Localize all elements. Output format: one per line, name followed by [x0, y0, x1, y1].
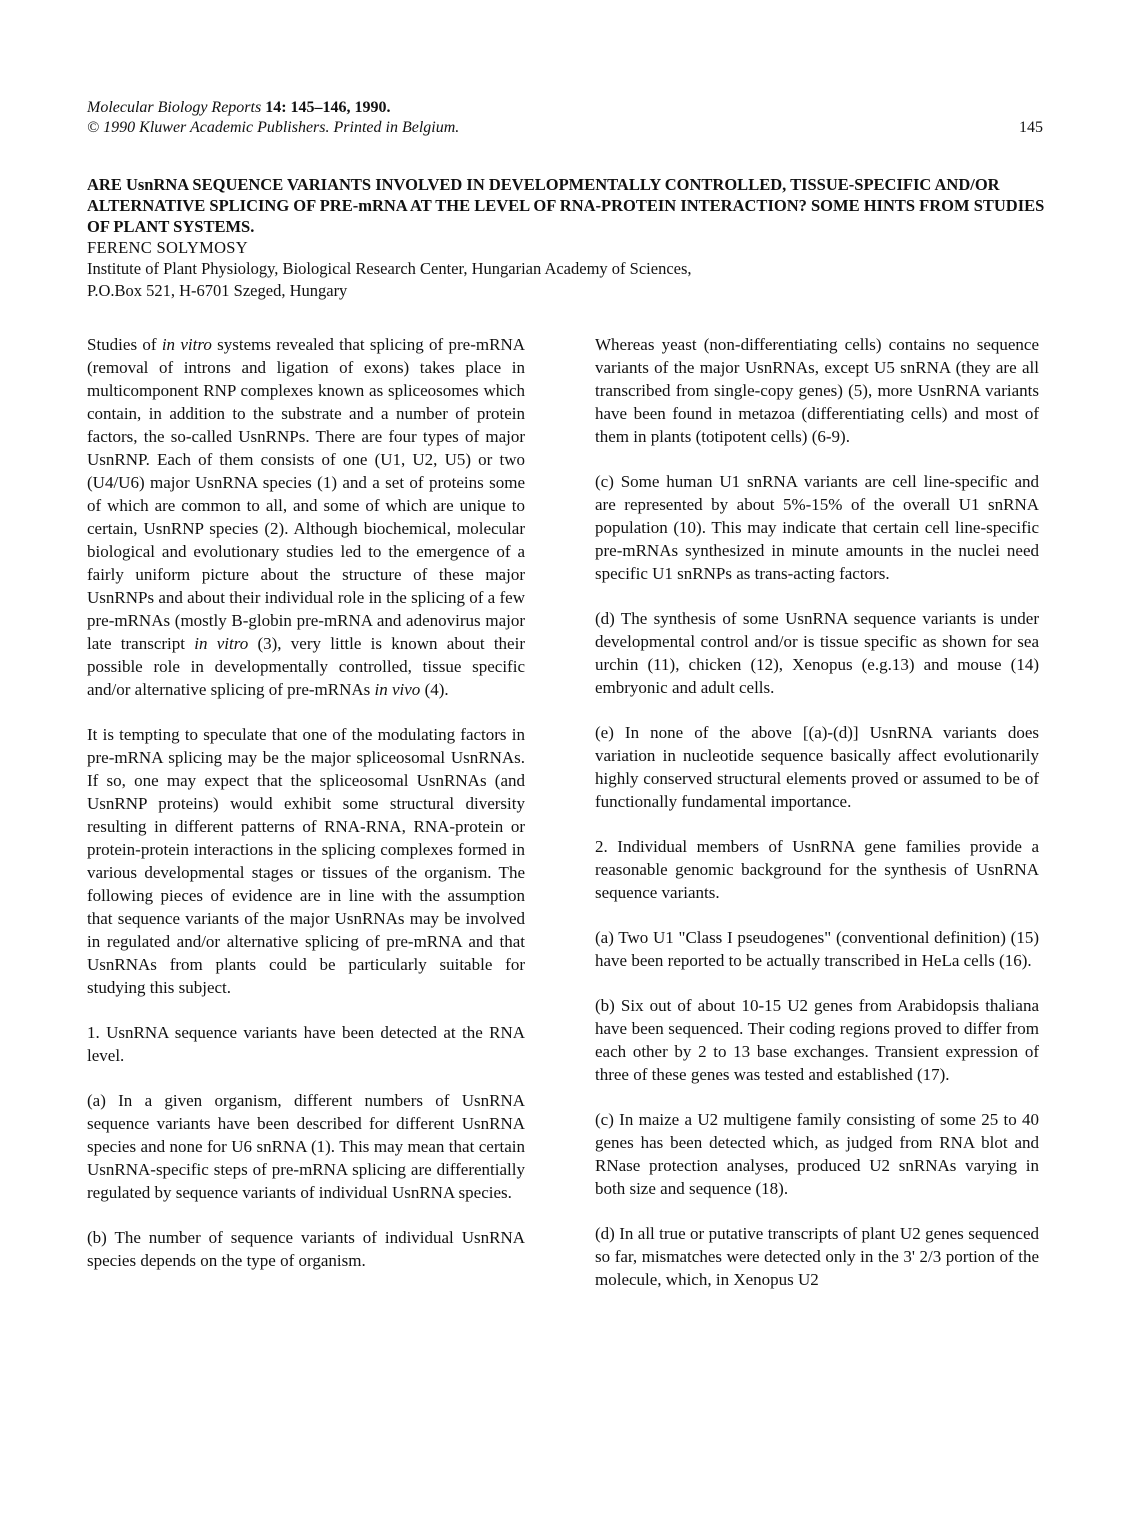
italic-run: in vitro: [194, 634, 249, 653]
journal-volume: 14: 145–146, 1990.: [261, 99, 391, 116]
paragraph-intro: [87, 333, 525, 701]
paragraph-point-2d: (d) In all true or putative transcripts of plant U2 genes sequenced so far, mismatches were detected only in the 3' 2/3 portion of the molecule, which, in Xenopus U2: [595, 1224, 1039, 1289]
affiliation-line-1: Institute of Plant Physiology, Biological Research Center, Hungarian Academy of Sciences,: [87, 259, 692, 278]
text-run: Studies of: [87, 335, 162, 354]
journal-citation: [87, 98, 1043, 118]
article-title: ARE UsnRNA SEQUENCE VARIANTS INVOLVED IN DEVELOPMENTALLY CONTROLLED, TISSUE-SPECIFIC AND/OR ALTERNATIVE SPLICING OF PRE-mRNA AT THE LEVEL OF RNA-PROTEIN INTERACTION? SOME HINTS FROM STUDIES OF PLANT SYSTEMS.: [87, 175, 1045, 236]
running-header: [87, 98, 1043, 138]
paragraph-speculation: It is tempting to speculate that one of the modulating factors in pre-mRNA splicing may be the major spliceosomal UsnRNAs. If so, one may expect that the spliceosomal UsnRNAs (and UsnRNP proteins) would exhibit some structural diversity resulting in different patterns of RNA-RNA, RNA-protein or protein-protein interactions in the splicing complexes formed in various developmental stages or tissues of the organism. The following pieces of evidence are in line with the assumption that sequence variants of the major UsnRNAs may be involved in regulated and/or alternative splicing of pre-mRNA and that UsnRNAs from plants could be particularly suitable for studying this subject.: [87, 725, 525, 997]
paragraph-point-1e: (e) In none of the above [(a)-(d)] UsnRNA variants does variation in nucleotide sequence basically affect evolutionarily highly conserved structural elements proved or assumed to be of functionally fundamental importance.: [595, 723, 1039, 811]
paragraph-point-1: 1. UsnRNA sequence variants have been detected at the RNA level.: [87, 1023, 525, 1065]
affiliation-line-2: P.O.Box 521, H-6701 Szeged, Hungary: [87, 281, 348, 300]
author-name: FERENC SOLYMOSY: [87, 238, 249, 257]
right-column: [595, 333, 1039, 1291]
paragraph-point-1b-cont: Whereas yeast (non-differentiating cells) contains no sequence variants of the major UsnRNAs, except U5 snRNA (they are all transcribed from single-copy genes) (5), more UsnRNA variants have been found in metazoa (differentiating cells) and most of them in plants (totipotent cells) (6-9).: [595, 335, 1039, 446]
title-block: [87, 174, 1057, 302]
paragraph-point-1c: (c) Some human U1 snRNA variants are cell line-specific and are represented by about 5%-15% of the overall U1 snRNA population (10). This may indicate that certain cell line-specific pre-mRNAs synthesized in minute amounts in the nuclei need specific U1 snRNPs as trans-acting factors.: [595, 472, 1039, 583]
paragraph-point-1d: (d) The synthesis of some UsnRNA sequence variants is under developmental control and/or is tissue specific as shown for sea urchin (11), chicken (12), Xenopus (e.g.13) and mouse (14) embryonic and adult cells.: [595, 609, 1039, 697]
paragraph-point-1a: (a) In a given organism, different numbers of UsnRNA sequence variants have been described for different UsnRNA species and none for U6 snRNA (1). This may mean that certain UsnRNA-specific steps of pre-mRNA splicing are differentially regulated by sequence variants of individual UsnRNA species.: [87, 1091, 525, 1202]
paragraph-point-1b: (b) The number of sequence variants of individual UsnRNA species depends on the type of organism.: [87, 1228, 525, 1270]
text-run: (4).: [420, 680, 449, 699]
journal-name: Molecular Biology Reports: [87, 99, 262, 116]
italic-run: in vitro: [161, 335, 212, 354]
paragraph-point-2: 2. Individual members of UsnRNA gene families provide a reasonable genomic background for the synthesis of UsnRNA sequence variants.: [595, 837, 1039, 902]
left-column: [87, 333, 525, 1272]
italic-run: in vivo: [374, 680, 421, 699]
paragraph-point-2c: (c) In maize a U2 multigene family consisting of some 25 to 40 genes has been detected which, as judged from RNA blot and RNase protection analyses, produced U2 snRNAs varying in both size and sequence (18).: [595, 1110, 1039, 1198]
copyright-line: © 1990 Kluwer Academic Publishers. Printed in Belgium.: [87, 119, 460, 136]
text-run: (3), very little is known about their possible role in developmentally controlled, tissue specific and/or alternative splicing of pre-mRNAs: [87, 634, 525, 699]
page-number: 145: [1019, 119, 1043, 136]
text-run: systems revealed that splicing of pre-mRNA (removal of introns and ligation of exons) takes place in multicomponent RNP complexes known as spliceosomes which contain, in addition to the substrate and a number of protein factors, the so-called UsnRNPs. There are four types of major UsnRNP. Each of them consists of one (U1, U2, U5) or two (U4/U6) major UsnRNA species (1) and a set of proteins some of which are common to all, and some of which are unique to certain, UsnRNP species (2). Although biochemical, molecular biological and evolutionary studies led to the emergence of a fairly uniform picture about the structure of these major UsnRNPs and about their individual role in the splicing of a few pre-mRNAs (mostly B-globin pre-mRNA and adenovirus major late transcript: [87, 335, 525, 653]
paragraph-point-2b: (b) Six out of about 10-15 U2 genes from Arabidopsis thaliana have been sequenced. Their coding regions proved to differ from each other by 2 to 13 base exchanges. Transient expression of three of these genes was tested and established (17).: [595, 996, 1039, 1084]
paragraph-point-2a: (a) Two U1 "Class I pseudogenes" (conventional definition) (15) have been reported to be actually transcribed in HeLa cells (16).: [595, 928, 1039, 970]
